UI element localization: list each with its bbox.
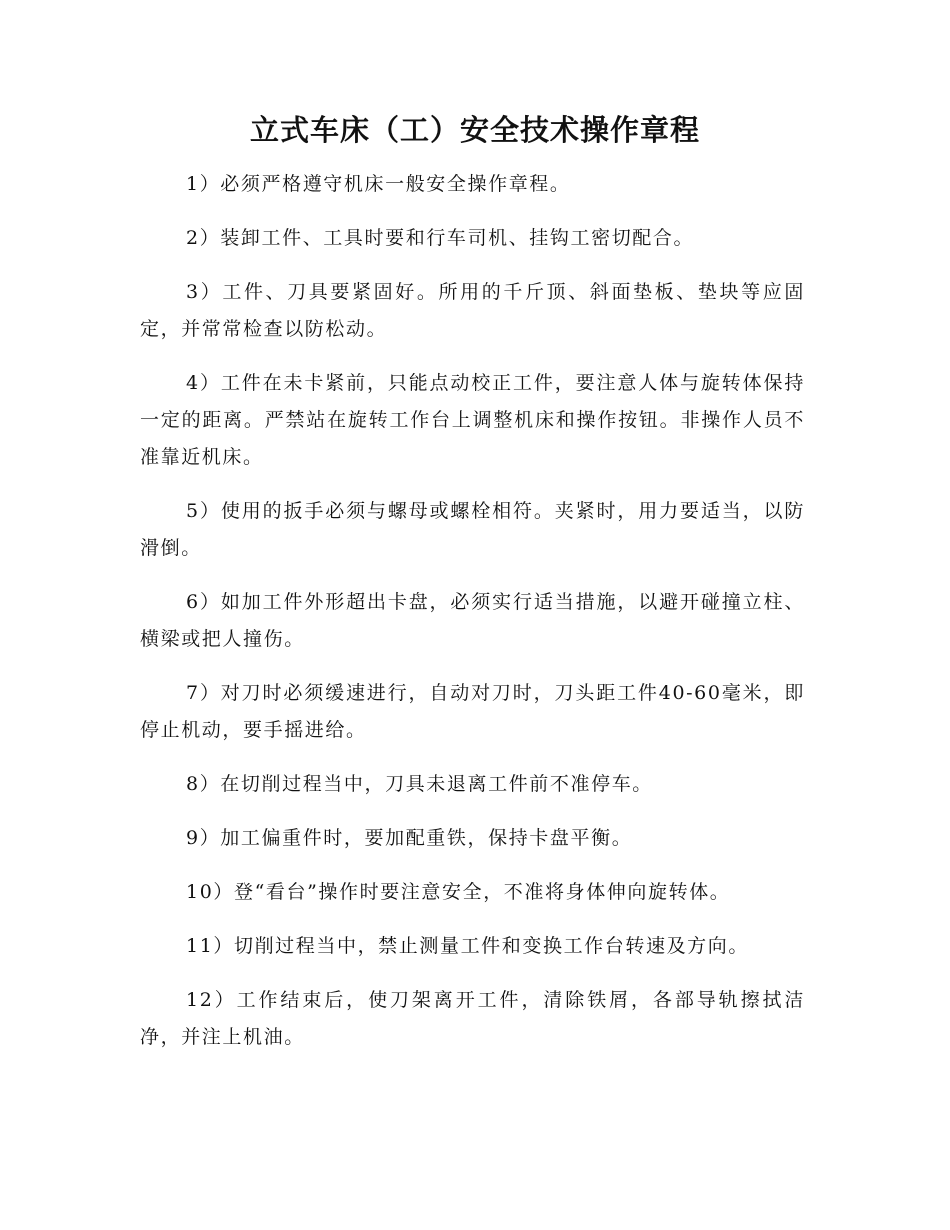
- document-title: 立式车床（工）安全技术操作章程: [249, 113, 700, 147]
- paragraph-8: 8）在切削过程当中，刀具未退离工件前不准停车。: [186, 773, 653, 795]
- paragraph-3: 3）工件、刀具要紧固好。所用的千斤顶、斜面垫板、垫块等应固定，并常常检查以防松动。: [140, 281, 805, 340]
- paragraph-11: 11）切削过程当中，禁止测量工件和变换工作台转速及方向。: [186, 935, 749, 957]
- paragraph-2: 2）装卸工件、工具时要和行车司机、挂钩工密切配合。: [186, 227, 695, 249]
- paragraph-1: 1）必须严格遵守机床一般安全操作章程。: [186, 173, 571, 195]
- paragraph-4: 4）工件在未卡紧前，只能点动校正工件，要注意人体与旋转体保持一定的距离。严禁站在旋转工作台上调整机床和操作按钮。非操作人员不准靠近机床。: [140, 372, 805, 468]
- paragraph-10: 10）登“看台”操作时要注意安全，不准将身体伸向旋转体。: [186, 881, 731, 903]
- paragraph-7: 7）对刀时必须缓速进行，自动对刀时，刀头距工件40-60毫米，即停止机动，要手摇进给。: [140, 682, 805, 741]
- paragraph-12: 12）工作结束后，使刀架离开工件，清除铁屑，各部导轨擦拭洁净，并注上机油。: [140, 989, 805, 1048]
- paragraph-6: 6）如加工件外形超出卡盘，必须实行适当措施，以避开碰撞立柱、横梁或把人撞伤。: [140, 591, 805, 650]
- paragraph-5: 5）使用的扳手必须与螺母或螺栓相符。夹紧时，用力要适当，以防滑倒。: [140, 500, 805, 559]
- document-body: [140, 166, 805, 1073]
- paragraph-9: 9）加工偏重件时，要加配重铁，保持卡盘平衡。: [186, 827, 633, 849]
